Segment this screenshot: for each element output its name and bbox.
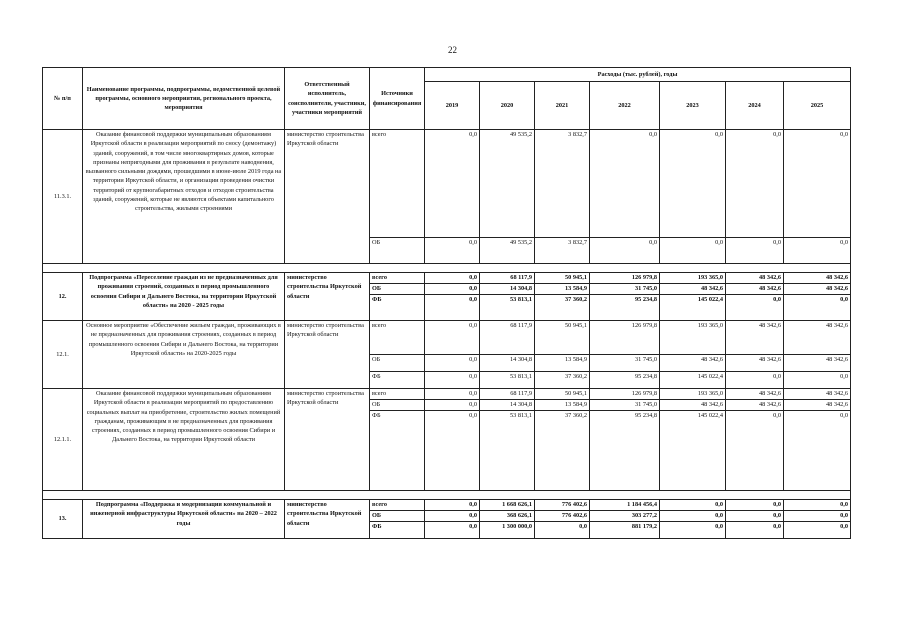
amount-cell: 1 184 456,4 [590,500,660,511]
amount-cell: 0,0 [784,130,851,238]
table-row [43,321,851,355]
amount-cell: 14 304,8 [480,284,535,295]
header-year: 2020 [480,82,535,130]
funding-source: всего [370,389,425,400]
header-executor: Ответственный исполнитель, соисполнители, участники, участники мероприятий [285,68,370,130]
funding-source: всего [370,130,425,238]
amount-cell: 37 360,2 [535,295,590,321]
row-executor: министерство строительства Иркутской области [285,273,370,321]
amount-cell: 48 342,6 [660,400,726,411]
amount-cell: 95 234,8 [590,372,660,389]
amount-cell: 0,0 [784,372,851,389]
funding-source: ОБ [370,355,425,372]
header-source: Источники финансирования [370,68,425,130]
amount-cell: 31 745,0 [590,284,660,295]
amount-cell: 3 832,7 [535,130,590,238]
row-executor: министерство строительства Иркутской области [285,321,370,389]
expenses-table [42,67,851,539]
amount-cell: 0,0 [590,238,660,264]
amount-cell: 776 402,6 [535,511,590,522]
row-number: 12.1. [43,321,83,389]
amount-cell: 126 979,8 [590,273,660,284]
funding-source: ОБ [370,400,425,411]
amount-cell: 53 813,1 [480,372,535,389]
amount-cell: 95 234,8 [590,295,660,321]
amount-cell: 3 832,7 [535,238,590,264]
amount-cell: 48 342,6 [784,400,851,411]
amount-cell: 0,0 [425,372,480,389]
amount-cell: 0,0 [425,130,480,238]
amount-cell: 0,0 [784,500,851,511]
amount-cell: 13 584,9 [535,284,590,295]
row-number: 13. [43,500,83,539]
amount-cell: 0,0 [425,411,480,491]
page-number: 22 [448,45,457,55]
amount-cell: 48 342,6 [726,389,784,400]
amount-cell: 49 535,2 [480,238,535,264]
amount-cell: 14 304,8 [480,355,535,372]
amount-cell: 48 342,6 [784,321,851,355]
amount-cell: 14 304,8 [480,400,535,411]
amount-cell: 0,0 [425,511,480,522]
amount-cell: 0,0 [726,130,784,238]
funding-source: всего [370,273,425,284]
amount-cell: 0,0 [425,295,480,321]
header-year: 2024 [726,82,784,130]
amount-cell: 0,0 [660,130,726,238]
amount-cell: 1 668 626,1 [480,500,535,511]
amount-cell: 48 342,6 [726,355,784,372]
row-name: Подпрограмма «Переселение граждан из не предназначенных для проживания строений, созданных в период промышленного освоения Сибири и Дальнего Востока, на территории Иркутской области» на 2020 - 2025 годы [83,273,285,321]
amount-cell: 49 535,2 [480,130,535,238]
amount-cell: 0,0 [726,411,784,491]
row-name: Оказание финансовой поддержки муниципальным образованиям Иркутской области в реализации мероприятий по сносу (демонтажу) зданий, сооружений, в том числе многоквартирных домов, которые признаны непригодными для проживания в результате наводнения, вызванного сильными дождями, прошедшими в июне-июле 2019 года на территории Иркутской области, и организации проведения очистки территорий от крупногабаритных отходов и отходов строительства зданий, сооружений, которые не являются объектами капитального строительства, жилыми строениями [83,130,285,264]
amount-cell: 0,0 [660,238,726,264]
amount-cell: 1 300 000,0 [480,522,535,539]
amount-cell: 145 022,4 [660,411,726,491]
amount-cell: 0,0 [425,400,480,411]
amount-cell: 48 342,6 [784,389,851,400]
row-name: Подпрограмма «Поддержка и модернизация коммунальной и инженерной инфраструктуры Иркутской области» на 2020 – 2022 годы [83,500,285,539]
table-row [43,500,851,511]
funding-source: ФБ [370,522,425,539]
amount-cell: 193 365,0 [660,273,726,284]
amount-cell: 368 626,1 [480,511,535,522]
header-year: 2022 [590,82,660,130]
amount-cell: 0,0 [726,522,784,539]
amount-cell: 0,0 [425,238,480,264]
amount-cell: 0,0 [425,321,480,355]
amount-cell: 0,0 [784,511,851,522]
header-expenses: Расходы (тыс. рублей), годы [425,68,851,82]
row-executor: министерство строительства Иркутской области [285,389,370,491]
funding-source: ФБ [370,411,425,491]
funding-source: ОБ [370,238,425,264]
header-name: Наименование программы, подпрограммы, ведомственной целевой программы, основного мероприятия, регионального проекта, мероприятия [83,68,285,130]
amount-cell: 0,0 [726,511,784,522]
amount-cell: 0,0 [784,522,851,539]
funding-source: ФБ [370,372,425,389]
amount-cell: 68 117,9 [480,273,535,284]
amount-cell: 48 342,6 [660,284,726,295]
row-name: Оказание финансовой поддержки муниципальным образованиям Иркутской области в реализации мероприятий по предоставлению социальных выплат на приобретение, строительство жилых помещений гражданам, проживающим в не предназначенных для проживания строениях, созданных в период промышленного освоения Сибири и Дальнего Востока, на территории Иркутской области [83,389,285,491]
amount-cell: 126 979,8 [590,321,660,355]
amount-cell: 0,0 [425,284,480,295]
amount-cell: 50 945,1 [535,321,590,355]
amount-cell: 145 022,4 [660,372,726,389]
amount-cell: 37 360,2 [535,372,590,389]
amount-cell: 0,0 [660,500,726,511]
amount-cell: 31 745,0 [590,355,660,372]
header-year: 2023 [660,82,726,130]
amount-cell: 0,0 [425,522,480,539]
amount-cell: 48 342,6 [784,355,851,372]
amount-cell: 0,0 [784,238,851,264]
amount-cell: 48 342,6 [726,321,784,355]
amount-cell: 303 277,2 [590,511,660,522]
amount-cell: 48 342,6 [784,284,851,295]
amount-cell: 53 813,1 [480,411,535,491]
amount-cell: 193 365,0 [660,321,726,355]
amount-cell: 0,0 [535,522,590,539]
amount-cell: 0,0 [726,372,784,389]
row-executor: министерство строительства Иркутской области [285,500,370,539]
amount-cell: 48 342,6 [784,273,851,284]
amount-cell: 0,0 [784,295,851,321]
amount-cell: 31 745,0 [590,400,660,411]
amount-cell: 50 945,1 [535,389,590,400]
amount-cell: 193 365,0 [660,389,726,400]
amount-cell: 0,0 [660,511,726,522]
amount-cell: 145 022,4 [660,295,726,321]
amount-cell: 50 945,1 [535,273,590,284]
amount-cell: 0,0 [425,389,480,400]
amount-cell: 0,0 [660,522,726,539]
amount-cell: 0,0 [425,500,480,511]
amount-cell: 37 360,2 [535,411,590,491]
amount-cell: 0,0 [425,273,480,284]
amount-cell: 53 813,1 [480,295,535,321]
row-number: 11.3.1. [43,130,83,264]
funding-source: ФБ [370,295,425,321]
amount-cell: 48 342,6 [726,400,784,411]
table-row [43,130,851,238]
amount-cell: 0,0 [726,238,784,264]
row-name: Основное мероприятие «Обеспечение жильем граждан, проживающих в не предназначенных для проживания строениях, созданных в период промышленного освоения Сибири и Дальнего Востока, на территории Иркутской области» на 2020-2025 годы [83,321,285,389]
amount-cell: 13 584,9 [535,355,590,372]
header-year: 2021 [535,82,590,130]
amount-cell: 48 342,6 [726,284,784,295]
amount-cell: 68 117,9 [480,389,535,400]
amount-cell: 0,0 [726,295,784,321]
amount-cell: 0,0 [425,355,480,372]
amount-cell: 48 342,6 [660,355,726,372]
amount-cell: 48 342,6 [726,273,784,284]
header-year: 2019 [425,82,480,130]
funding-source: ОБ [370,284,425,295]
amount-cell: 95 234,8 [590,411,660,491]
amount-cell: 881 179,2 [590,522,660,539]
table-row [43,389,851,400]
funding-source: всего [370,500,425,511]
amount-cell: 126 979,8 [590,389,660,400]
header-year: 2025 [784,82,851,130]
amount-cell: 13 584,9 [535,400,590,411]
funding-source: ОБ [370,511,425,522]
amount-cell: 0,0 [590,130,660,238]
funding-source: всего [370,321,425,355]
row-executor: министерство строительства Иркутской области [285,130,370,264]
amount-cell: 0,0 [726,500,784,511]
amount-cell: 776 402,6 [535,500,590,511]
table-row [43,273,851,284]
amount-cell: 68 117,9 [480,321,535,355]
header-num: № п/п [43,68,83,130]
amount-cell: 0,0 [784,411,851,491]
row-number: 12.1.1. [43,389,83,491]
row-number: 12. [43,273,83,321]
